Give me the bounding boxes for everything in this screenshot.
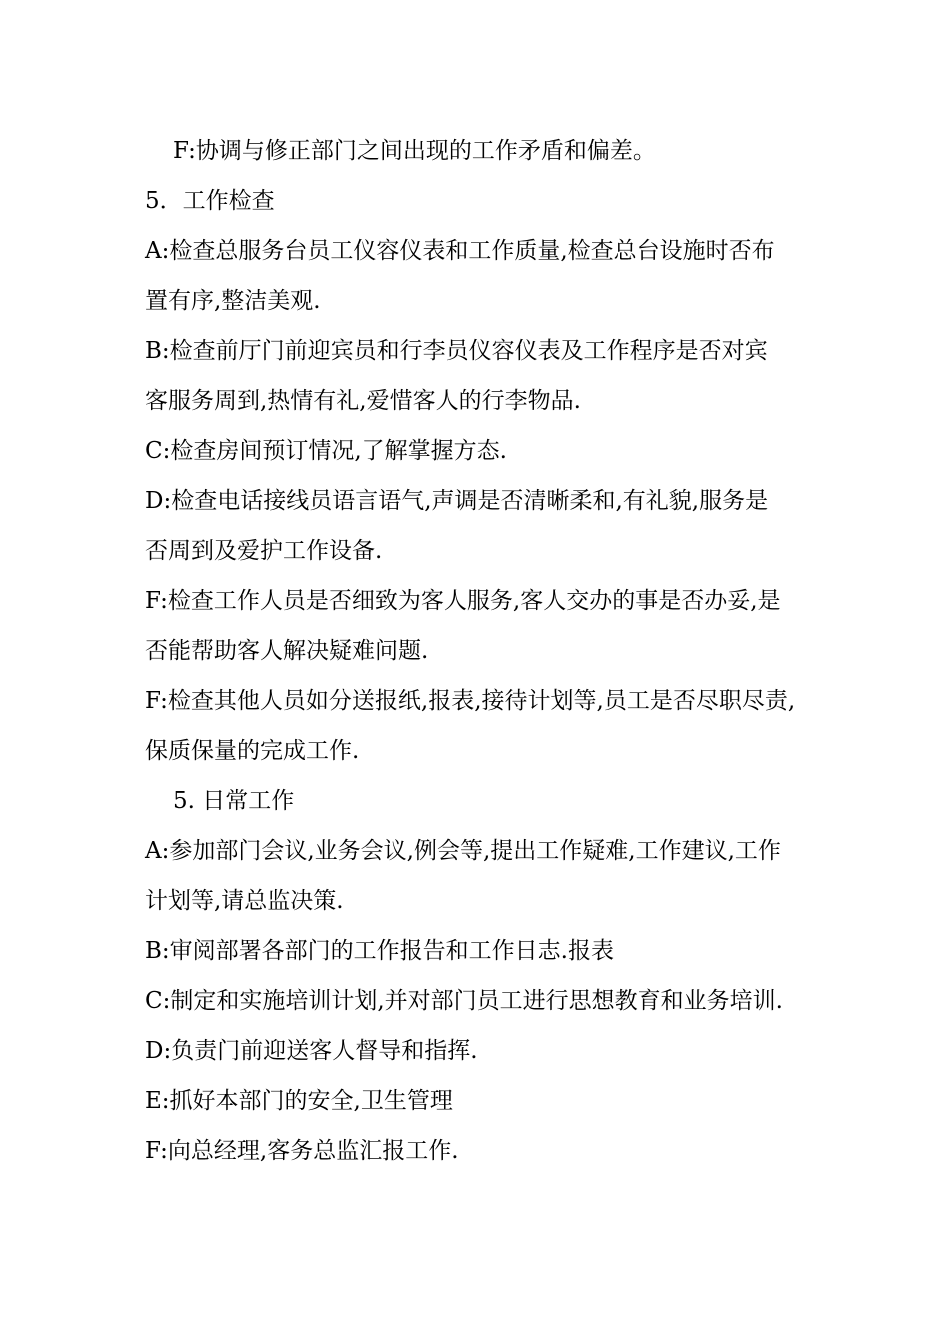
section-heading: 5．工作检查 [145, 188, 275, 214]
paragraph-line: D:检查电话接线员语言语气,声调是否清晰柔和,有礼貌,服务是 [145, 488, 769, 514]
document-body [145, 126, 815, 1176]
paragraph-line: A:参加部门会议,业务会议,例会等,提出工作疑难,工作建议,工作 [145, 838, 781, 864]
paragraph-line: C:制定和实施培训计划,并对部门员工进行思想教育和业务培训. [145, 988, 783, 1014]
paragraph-line: 置有序,整洁美观. [145, 288, 321, 314]
paragraph-line: F:向总经理,客务总监汇报工作. [145, 1138, 459, 1164]
paragraph-line: F:检查其他人员如分送报纸,报表,接待计划等,员工是否尽职尽责, [145, 688, 796, 714]
paragraph-line: 客服务周到,热情有礼,爱惜客人的行李物品. [145, 388, 581, 414]
paragraph-line: 否能帮助客人解决疑难问题. [145, 638, 429, 664]
paragraph-line: 否周到及爱护工作设备. [145, 538, 383, 564]
paragraph-line: F:检查工作人员是否细致为客人服务,客人交办的事是否办妥,是 [145, 588, 781, 614]
paragraph-line: B:审阅部署各部门的工作报告和工作日志.报表 [145, 938, 614, 964]
paragraph-line: C:检查房间预订情况,了解掌握方态. [145, 438, 507, 464]
section-heading: 5. 日常工作 [173, 788, 295, 814]
paragraph-line: D:负责门前迎送客人督导和指挥. [145, 1038, 478, 1064]
paragraph-line: B:检查前厅门前迎宾员和行李员仪容仪表及工作程序是否对宾 [145, 338, 768, 364]
paragraph-line: E:抓好本部门的安全,卫生管理 [145, 1088, 453, 1114]
paragraph-line: 保质保量的完成工作. [145, 738, 360, 764]
paragraph-line: 计划等,请总监决策. [145, 888, 344, 914]
paragraph-line: A:检查总服务台员工仪容仪表和工作质量,检查总台设施时否布 [145, 238, 775, 264]
paragraph-line: F:协调与修正部门之间出现的工作矛盾和偏差。 [173, 138, 656, 164]
